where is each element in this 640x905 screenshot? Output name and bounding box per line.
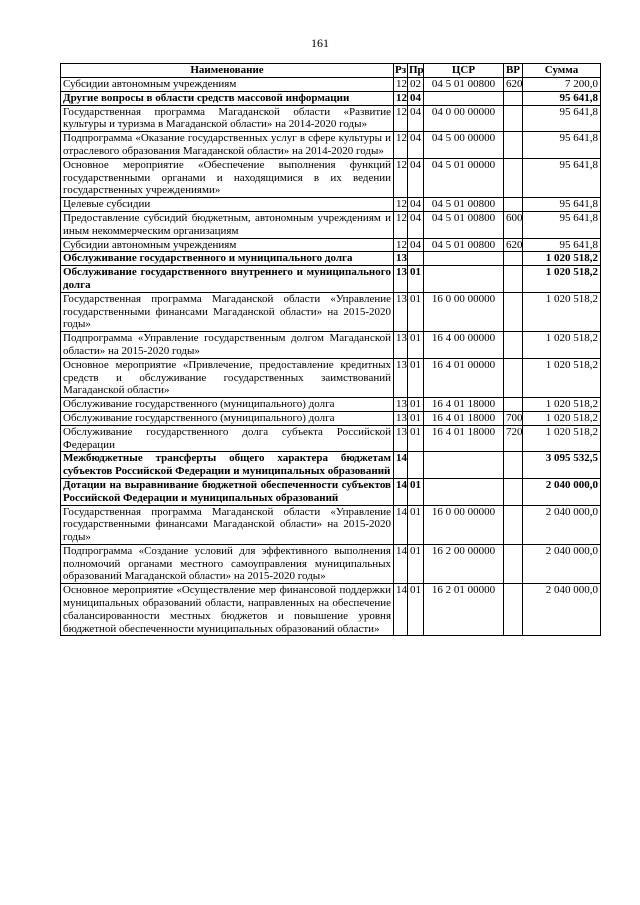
table-row — [61, 398, 601, 412]
row-vr-cell — [504, 544, 523, 583]
table-row — [61, 91, 601, 105]
table-row — [61, 211, 601, 238]
row-rz-cell: 13 — [394, 358, 408, 397]
row-sum-cell: 2 040 000,0 — [523, 505, 601, 544]
row-rz-cell: 12 — [394, 132, 408, 159]
row-name-cell: Обслуживание государственного долга субъекта Российской Федерации — [61, 425, 394, 452]
row-vr-cell — [504, 478, 523, 505]
row-rz-cell: 14 — [394, 544, 408, 583]
row-sum-cell: 95 641,8 — [523, 158, 601, 197]
table-row — [61, 332, 601, 359]
row-name-cell: Государственная программа Магаданской области «Управление государственными финансами Магаданской области» на 2015-2020 годы» — [61, 292, 394, 331]
row-sum-cell: 95 641,8 — [523, 132, 601, 159]
row-sum-cell: 1 020 518,2 — [523, 252, 601, 266]
row-csr-cell: 04 5 00 00000 — [424, 132, 504, 159]
row-sum-cell: 1 020 518,2 — [523, 332, 601, 359]
row-sum-cell: 95 641,8 — [523, 211, 601, 238]
row-pr-cell: 01 — [408, 411, 424, 425]
header-pr: Пр — [409, 64, 424, 76]
row-name-cell: Субсидии автономным учреждениям — [61, 238, 394, 252]
row-name-cell: Обслуживание государственного внутреннего и муниципального долга — [61, 266, 394, 293]
row-name-cell: Государственная программа Магаданской области «Развитие культуры и туризма в Магаданской области» на 2014-2020 годы» — [61, 105, 394, 132]
row-sum-cell: 95 641,8 — [523, 105, 601, 132]
row-csr-cell — [424, 91, 504, 105]
row-rz-cell: 12 — [394, 78, 408, 92]
table-row — [61, 425, 601, 452]
row-vr-cell — [504, 198, 523, 212]
row-name-cell: Предоставление субсидий бюджетным, автономным учреждениям и иным некоммерческим организациям — [61, 211, 394, 238]
row-sum-cell: 1 020 518,2 — [523, 292, 601, 331]
row-vr-cell — [504, 398, 523, 412]
row-name-cell: Дотации на выравнивание бюджетной обеспеченности субъектов Российской Федерации и муниципальных образований — [61, 478, 394, 505]
row-sum-cell: 1 020 518,2 — [523, 411, 601, 425]
row-pr-cell: 04 — [408, 211, 424, 238]
table-row — [61, 505, 601, 544]
table-row — [61, 544, 601, 583]
header-vr: ВР — [504, 64, 523, 78]
row-sum-cell: 2 040 000,0 — [523, 584, 601, 636]
row-pr-cell: 01 — [408, 584, 424, 636]
row-csr-cell — [424, 252, 504, 266]
table-row — [61, 252, 601, 266]
row-pr-cell: 04 — [408, 158, 424, 197]
row-vr-cell — [504, 132, 523, 159]
row-name-cell: Целевые субсидии — [61, 198, 394, 212]
row-csr-cell — [424, 478, 504, 505]
row-pr-cell: 04 — [408, 105, 424, 132]
row-sum-cell: 1 020 518,2 — [523, 358, 601, 397]
row-csr-cell: 16 0 00 00000 — [424, 505, 504, 544]
row-name-cell: Другие вопросы в области средств массовой информации — [61, 91, 394, 105]
row-csr-cell: 16 4 01 18000 — [424, 411, 504, 425]
row-rz-cell: 14 — [394, 505, 408, 544]
row-csr-cell — [424, 452, 504, 479]
row-name-cell: Обслуживание государственного (муниципального) долга — [61, 398, 394, 412]
row-rz-cell: 13 — [394, 425, 408, 452]
row-name-cell: Обслуживание государственного и муниципального долга — [61, 252, 394, 266]
row-csr-cell: 16 4 00 00000 — [424, 332, 504, 359]
row-name-cell: Основное мероприятие «Привлечение, предоставление кредитных средств и обслуживание государственных заимствований Магаданской области» — [61, 358, 394, 397]
header-rz: Рз — [395, 64, 407, 76]
row-vr-cell — [504, 452, 523, 479]
row-pr-cell: 01 — [408, 478, 424, 505]
row-pr-cell: 01 — [408, 292, 424, 331]
row-name-cell: Основное мероприятие «Осуществление мер финансовой поддержки муниципальных образований области, направленных на обеспечение сбалансированности местных бюджетов и повышение уровня бюджетной обеспеченности муниципальных образований области» — [61, 584, 394, 636]
row-csr-cell: 16 4 01 18000 — [424, 425, 504, 452]
table-row — [61, 158, 601, 197]
row-pr-cell: 01 — [408, 544, 424, 583]
row-pr-cell: 01 — [408, 505, 424, 544]
row-pr-cell: 04 — [408, 238, 424, 252]
row-vr-cell: 720 — [504, 425, 523, 452]
row-rz-cell: 12 — [394, 158, 408, 197]
table-row — [61, 358, 601, 397]
row-rz-cell: 13 — [394, 398, 408, 412]
row-sum-cell: 95 641,8 — [523, 238, 601, 252]
row-vr-cell — [504, 252, 523, 266]
row-vr-cell — [504, 584, 523, 636]
table-row — [61, 452, 601, 479]
row-sum-cell: 95 641,8 — [523, 91, 601, 105]
row-name-cell: Государственная программа Магаданской области «Управление государственными финансами Магаданской области» на 2015-2020 годы» — [61, 505, 394, 544]
row-rz-cell: 12 — [394, 91, 408, 105]
row-vr-cell — [504, 91, 523, 105]
row-name-cell: Подпрограмма «Управление государственным долгом Магаданской области» на 2015-2020 годы» — [61, 332, 394, 359]
row-name-cell: Межбюджетные трансферты общего характера бюджетам субъектов Российской Федерации и муниципальных образований — [61, 452, 394, 479]
row-rz-cell: 13 — [394, 411, 408, 425]
table-row — [61, 292, 601, 331]
row-csr-cell: 16 0 00 00000 — [424, 292, 504, 331]
row-sum-cell: 1 020 518,2 — [523, 398, 601, 412]
table-row — [61, 105, 601, 132]
row-csr-cell: 04 5 01 00800 — [424, 211, 504, 238]
row-name-cell: Подпрограмма «Создание условий для эффективного выполнения полномочий органами местного самоуправления муниципальных образований Магаданской области» на 2015-2020 годы» — [61, 544, 394, 583]
row-sum-cell: 2 040 000,0 — [523, 478, 601, 505]
row-rz-cell: 13 — [394, 332, 408, 359]
table-row — [61, 78, 601, 92]
row-vr-cell — [504, 158, 523, 197]
row-rz-cell: 12 — [394, 198, 408, 212]
row-name-cell: Субсидии автономным учреждениям — [61, 78, 394, 92]
table-row — [61, 266, 601, 293]
header-sum: Сумма — [523, 64, 601, 78]
row-csr-cell: 16 4 01 18000 — [424, 398, 504, 412]
row-csr-cell: 04 5 01 00800 — [424, 238, 504, 252]
row-pr-cell: 01 — [408, 425, 424, 452]
row-rz-cell: 13 — [394, 292, 408, 331]
row-csr-cell: 04 0 00 00000 — [424, 105, 504, 132]
row-vr-cell — [504, 105, 523, 132]
row-csr-cell: 04 5 01 00800 — [424, 198, 504, 212]
header-csr: ЦСР — [424, 64, 504, 78]
row-sum-cell: 7 200,0 — [523, 78, 601, 92]
row-csr-cell: 16 2 01 00000 — [424, 584, 504, 636]
row-rz-cell: 14 — [394, 478, 408, 505]
table-row — [61, 238, 601, 252]
row-name-cell: Обслуживание государственного (муниципального) долга — [61, 411, 394, 425]
budget-table — [60, 63, 601, 636]
row-rz-cell: 12 — [394, 211, 408, 238]
row-vr-cell — [504, 266, 523, 293]
row-sum-cell: 95 641,8 — [523, 198, 601, 212]
row-rz-cell: 12 — [394, 105, 408, 132]
row-pr-cell: 04 — [408, 198, 424, 212]
row-vr-cell — [504, 332, 523, 359]
row-sum-cell: 2 040 000,0 — [523, 544, 601, 583]
row-pr-cell: 01 — [408, 358, 424, 397]
table-row — [61, 132, 601, 159]
row-pr-cell: 02 — [408, 78, 424, 92]
row-pr-cell — [408, 252, 424, 266]
row-vr-cell: 620 — [504, 238, 523, 252]
row-csr-cell: 04 5 01 00000 — [424, 158, 504, 197]
header-name: Наименование — [61, 64, 394, 78]
table-header-row — [61, 64, 601, 78]
row-csr-cell: 16 2 00 00000 — [424, 544, 504, 583]
row-rz-cell: 13 — [394, 266, 408, 293]
row-rz-cell: 12 — [394, 238, 408, 252]
row-vr-cell — [504, 505, 523, 544]
row-sum-cell: 3 095 532,5 — [523, 452, 601, 479]
row-sum-cell: 1 020 518,2 — [523, 266, 601, 293]
row-rz-cell: 14 — [394, 452, 408, 479]
row-pr-cell: 01 — [408, 398, 424, 412]
row-vr-cell: 700 — [504, 411, 523, 425]
row-csr-cell — [424, 266, 504, 293]
row-rz-cell: 13 — [394, 252, 408, 266]
row-csr-cell: 04 5 01 00800 — [424, 78, 504, 92]
row-pr-cell: 01 — [408, 266, 424, 293]
row-vr-cell — [504, 358, 523, 397]
row-vr-cell: 620 — [504, 78, 523, 92]
row-pr-cell: 04 — [408, 132, 424, 159]
table-row — [61, 411, 601, 425]
row-vr-cell: 600 — [504, 211, 523, 238]
row-pr-cell: 04 — [408, 91, 424, 105]
table-row — [61, 584, 601, 636]
row-name-cell: Основное мероприятие «Обеспечение выполнения функций государственными органами и находящимися в их ведении государственных учреждениями» — [61, 158, 394, 197]
row-pr-cell — [408, 452, 424, 479]
row-vr-cell — [504, 292, 523, 331]
row-name-cell: Подпрограмма «Оказание государственных услуг в сфере культуры и отраслевого образования Магаданской области» на 2014-2020 годы» — [61, 132, 394, 159]
row-pr-cell: 01 — [408, 332, 424, 359]
page-number: 161 — [311, 36, 329, 50]
row-csr-cell: 16 4 01 00000 — [424, 358, 504, 397]
row-sum-cell: 1 020 518,2 — [523, 425, 601, 452]
table-row — [61, 198, 601, 212]
row-rz-cell: 14 — [394, 584, 408, 636]
table-row — [61, 478, 601, 505]
